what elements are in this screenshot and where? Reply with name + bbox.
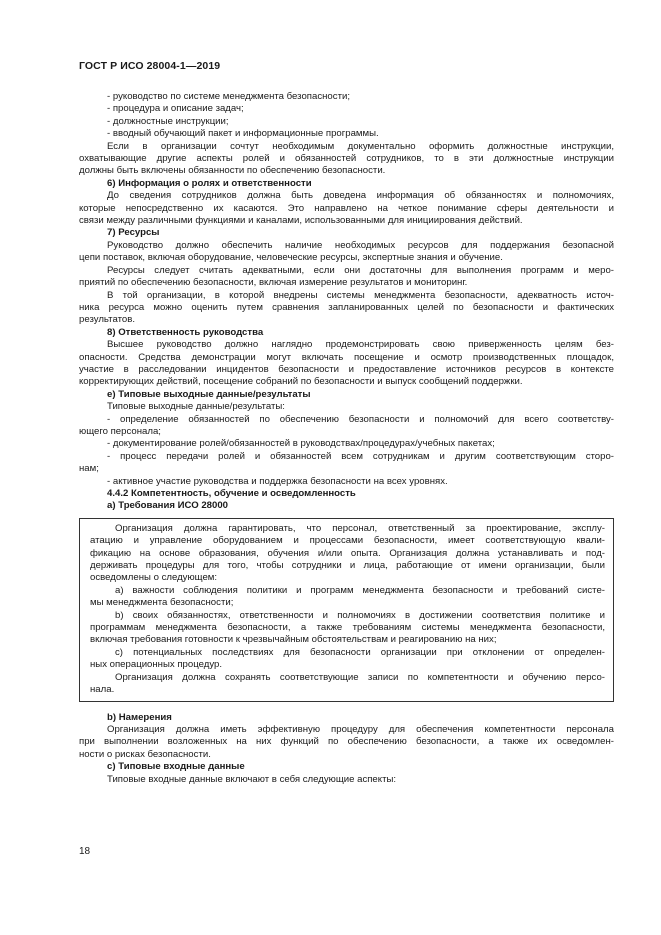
list-item: - определение обязанностей по обеспечению безопасности и полномочий для всего соответству- (107, 413, 614, 425)
paragraph-line: До сведения сотрудников должна быть доведена информация об обязанностях и полномочиях, (107, 190, 614, 202)
list-item: - активное участие руководства и поддержка безопасности на всех уровнях. (107, 475, 448, 487)
paragraph-line: при выполнении возложенных на них функций по обеспечению безопасности, а также их осведомлен- (79, 736, 614, 748)
paragraph-line: держивать процедуры для того, чтобы сотрудники и лица, работающие от имени организации, были (90, 560, 605, 572)
list-item: - вводный обучающий пакет и информационные программы. (107, 128, 379, 140)
section-heading: е) Типовые выходные данные/результаты (107, 388, 311, 400)
paragraph-line: опасности. Средства демонстрации могут включать посещение и осмотр производственных площадок, (79, 351, 614, 363)
paragraph-line: нам; (79, 463, 99, 475)
paragraph-line: участие в расследовании инцидентов безопасности и предоставление источников ресурсов в контексте (79, 363, 614, 375)
paragraph-line: Организация должна иметь эффективную процедуру для обеспечения компетентности персонала (107, 723, 614, 735)
paragraph-line: должны быть включены обязанности по обеспечению безопасности. (79, 165, 386, 177)
document-body (79, 91, 614, 786)
section-heading: c) Типовые входные данные (107, 761, 245, 773)
section-heading: а) Требования ИСО 28000 (107, 500, 228, 512)
paragraph-line: ных операционных процедур. (90, 659, 223, 671)
paragraph-line: Типовые входные данные включают в себя следующие аспекты: (107, 773, 397, 785)
paragraph-line: цепи поставок, включая оборудование, человеческие ресурсы, экспертные знания и обучение. (79, 252, 503, 264)
section-heading: 8) Ответственность руководства (107, 326, 264, 338)
list-item: - документирование ролей/обязанностей в руководствах/процедурах/учебных пакетах; (107, 438, 495, 450)
paragraph-line: приятий по обеспечению безопасности, включая измерение результатов и мониторинг. (79, 277, 468, 289)
paragraph-line: Организация должна гарантировать, что персонал, ответственный за проектирование, эксплу- (115, 522, 605, 534)
list-item: c) потенциальных последствиях для безопасности организации при отклонении от определен- (115, 646, 605, 658)
paragraph-line: корректирующих действий, посещение собраний по безопасности и выпуск сообщений поддержки. (79, 376, 523, 388)
paragraph-line: программам менеджмента безопасности, а также требованиям системы менеджмента безопасности, (90, 622, 605, 634)
paragraph-line: которые непосредственно их касаются. Это направлено на четкое понимание сферы деятельности и (79, 202, 614, 214)
list-item: - процесс передачи ролей и обязанностей всем сотрудникам и другим соответствующим сторо- (107, 450, 614, 462)
paragraph-line: Если в организации сочтут необходимым документально оформить должностные инструкции, (107, 140, 614, 152)
section-heading: b) Намерения (107, 711, 172, 723)
list-item: b) своих обязанностях, ответственности и полномочиях в достижении соответствия политике и (115, 609, 605, 621)
paragraph-line: ющего персонала; (79, 425, 161, 437)
paragraph-line: включая требования готовности к чрезвычайным обстоятельствам и реагированию на них; (90, 634, 497, 646)
paragraph-line: нала. (90, 684, 115, 696)
list-item: a) важности соблюдения политики и программ менеджмента безопасности и требований систе- (115, 584, 605, 596)
list-item: - должностные инструкции; (107, 115, 229, 127)
section-heading: 7) Ресурсы (107, 227, 160, 239)
paragraph-line: Руководство должно обеспечить наличие необходимых ресурсов для поддержания безопасной (107, 239, 614, 251)
paragraph-line: ности о рисках безопасности. (79, 748, 211, 760)
paragraph-line: мы менеджмента безопасности; (90, 597, 234, 609)
paragraph-line: осведомлены о следующем: (90, 572, 218, 584)
requirements-box (79, 518, 614, 702)
paragraph-line: атацию и управление оборудованием и процессами безопасности, имеет соответствующую квали- (90, 535, 605, 547)
paragraph-line: Типовые выходные данные/результаты: (107, 401, 285, 413)
section-heading: 4.4.2 Компетентность, обучение и осведомленность (107, 488, 356, 499)
section-heading: 6) Информация о ролях и ответственности (107, 177, 312, 189)
paragraph-line: связи между различными функциями и каналами, использованными для инициирования действий. (79, 215, 523, 227)
paragraph-line: Организация должна сохранять соответствующие записи по компетентности и обучению персо- (115, 671, 605, 683)
paragraph-line: фикацию на основе образования, обучения и/или опыта. Организация должна устанавливать и под- (90, 547, 605, 559)
paragraph-line: Ресурсы следует считать адекватными, если они достаточны для выполнения программ и меро- (107, 264, 614, 276)
paragraph-line: охватывающие другие аспекты ролей и обязанностей сотрудников, то в эти должностные инструкции (79, 153, 614, 165)
paragraph-line: ника ресурса можно оценить путем сравнения запланированных целей по безопасности и фактических (79, 301, 614, 313)
document-header: ГОСТ Р ИСО 28004-1—2019 (79, 60, 221, 72)
list-item: - руководство по системе менеджмента безопасности; (107, 91, 350, 102)
page-number: 18 (79, 846, 91, 857)
paragraph-line: В той организации, в которой внедрены системы менеджмента безопасности, адекватность источ- (107, 289, 614, 301)
paragraph-line: результатов. (79, 314, 135, 326)
paragraph-line: Высшее руководство должно наглядно продемонстрировать свою приверженность целям без- (107, 339, 614, 351)
list-item: - процедура и описание задач; (107, 103, 244, 115)
